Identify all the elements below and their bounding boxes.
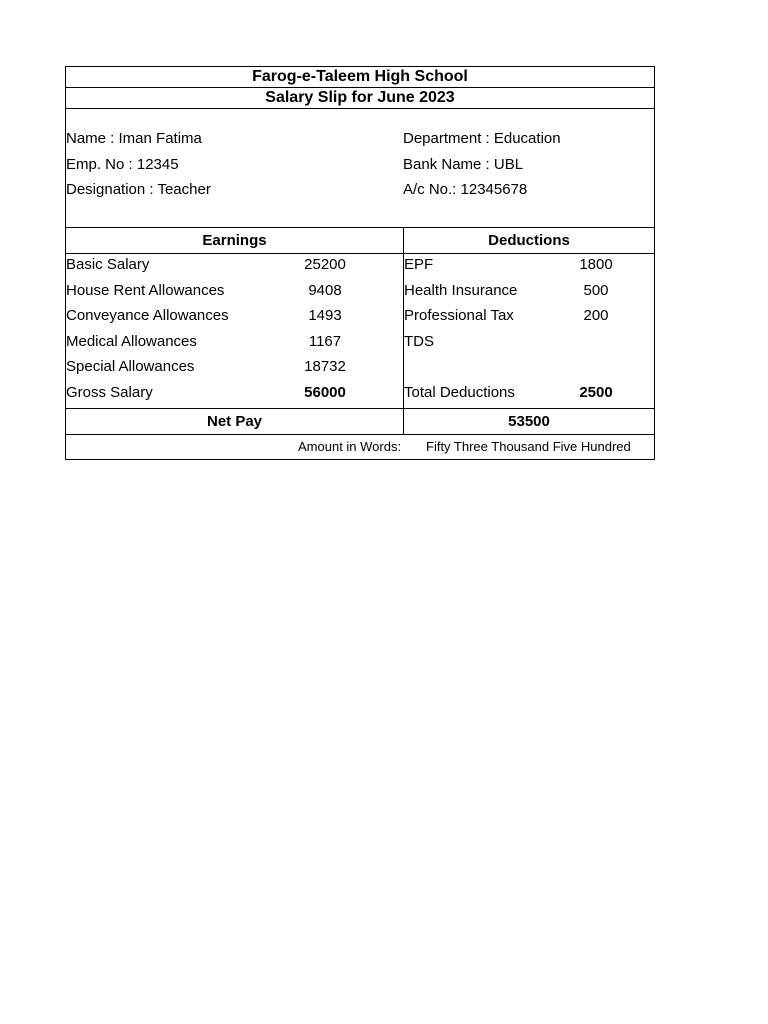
amount-in-words-value: Fifty Three Thousand Five Hundred bbox=[426, 438, 631, 454]
deduction-row bbox=[404, 305, 654, 331]
slip-title: Salary Slip for June 2023 bbox=[66, 88, 654, 109]
deduction-row bbox=[404, 254, 654, 280]
gross-salary-label: Gross Salary bbox=[66, 383, 153, 401]
earning-label: Special Allowances bbox=[66, 358, 195, 376]
employee-info-left bbox=[66, 129, 211, 206]
deduction-value: 1800 bbox=[579, 256, 613, 273]
deductions-header: Deductions bbox=[404, 228, 654, 254]
net-pay-row bbox=[66, 408, 654, 435]
total-deductions-row bbox=[404, 382, 654, 408]
earning-label: Medical Allowances bbox=[66, 332, 197, 350]
bank-name: Bank Name : UBL bbox=[403, 155, 524, 173]
employee-name: Name : Iman Fatima bbox=[66, 130, 202, 147]
earnings-section bbox=[66, 228, 404, 408]
employee-department: Department : Education bbox=[403, 130, 561, 147]
employee-info-right bbox=[403, 129, 561, 206]
deduction-value: 200 bbox=[583, 307, 609, 325]
net-pay-value: 53500 bbox=[508, 412, 550, 430]
deduction-label: EPF bbox=[404, 256, 434, 273]
deduction-row bbox=[404, 331, 654, 357]
employee-info bbox=[66, 109, 654, 228]
earnings-header: Earnings bbox=[66, 228, 403, 254]
salary-slip bbox=[65, 66, 655, 460]
earning-label: Basic Salary bbox=[66, 256, 150, 273]
deductions-section bbox=[404, 228, 654, 408]
deduction-value: 500 bbox=[583, 281, 609, 299]
earning-label: Conveyance Allowances bbox=[66, 307, 229, 325]
earning-row bbox=[66, 305, 403, 331]
deduction-empty-row bbox=[404, 356, 654, 382]
gross-salary-value: 56000 bbox=[304, 383, 346, 401]
earning-label: House Rent Allowances bbox=[66, 281, 225, 299]
earning-value: 1167 bbox=[308, 332, 342, 350]
amount-in-words-row bbox=[66, 435, 654, 459]
school-name: Farog-e-Taleem High School bbox=[66, 67, 654, 88]
earning-value: 18732 bbox=[304, 358, 346, 376]
earning-value: 9408 bbox=[308, 281, 342, 299]
account-number: A/c No.: 12345678 bbox=[403, 181, 528, 199]
earning-value: 25200 bbox=[304, 256, 346, 273]
earning-row bbox=[66, 331, 403, 357]
total-deductions-value: 2500 bbox=[579, 383, 613, 401]
earning-row bbox=[66, 356, 403, 382]
earning-value: 1493 bbox=[308, 307, 342, 325]
earning-row bbox=[66, 254, 403, 280]
employee-number: Emp. No : 12345 bbox=[66, 155, 179, 173]
amount-in-words-label: Amount in Words: bbox=[298, 438, 402, 454]
deduction-label: TDS bbox=[404, 332, 434, 350]
total-deductions-label: Total Deductions bbox=[404, 383, 515, 401]
deduction-row bbox=[404, 280, 654, 306]
gross-salary-row bbox=[66, 382, 403, 408]
earning-row bbox=[66, 280, 403, 306]
employee-designation: Designation : Teacher bbox=[66, 181, 211, 199]
net-pay-label: Net Pay bbox=[66, 409, 404, 434]
earnings-deductions-table bbox=[66, 228, 654, 408]
deduction-label: Health Insurance bbox=[404, 281, 518, 299]
deduction-label: Professional Tax bbox=[404, 307, 514, 325]
